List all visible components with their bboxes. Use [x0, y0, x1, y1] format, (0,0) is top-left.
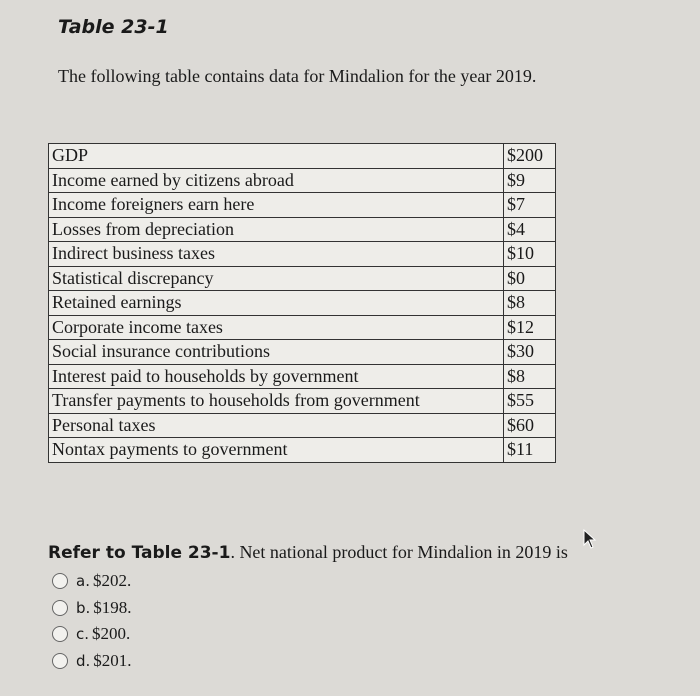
row-label: Losses from depreciation — [49, 217, 504, 242]
answer-options — [52, 568, 132, 674]
question-text — [48, 542, 568, 563]
row-value: $8 — [504, 364, 556, 389]
table-row — [49, 217, 556, 242]
row-label: Income foreigners earn here — [49, 193, 504, 218]
row-value: $12 — [504, 315, 556, 340]
row-label: Nontax payments to government — [49, 438, 504, 463]
row-value: $11 — [504, 438, 556, 463]
table-row — [49, 266, 556, 291]
row-label: Statistical discrepancy — [49, 266, 504, 291]
table-row — [49, 315, 556, 340]
table-row — [49, 242, 556, 267]
table-row — [49, 389, 556, 414]
row-value: $8 — [504, 291, 556, 316]
radio-button[interactable] — [52, 600, 68, 616]
table-row — [49, 364, 556, 389]
option-value: $202. — [92, 571, 132, 591]
row-label: Retained earnings — [49, 291, 504, 316]
radio-button[interactable] — [52, 626, 68, 642]
question-reference: Refer to Table 23-1 — [48, 543, 231, 563]
option-value: $201. — [93, 650, 132, 670]
answer-option-d[interactable] — [52, 648, 132, 675]
answer-option-b[interactable] — [52, 595, 132, 622]
radio-button[interactable] — [52, 653, 68, 669]
table-row — [49, 168, 556, 193]
table-row — [49, 144, 556, 169]
question-body: . Net national product for Mindalion in 2019 is — [230, 542, 568, 562]
option-letter: b. — [76, 598, 91, 617]
option-value: $198. — [93, 597, 132, 617]
option-value: $200. — [92, 624, 131, 644]
row-value: $30 — [504, 340, 556, 365]
row-label: Indirect business taxes — [49, 242, 504, 267]
option-letter: c. — [76, 625, 90, 644]
answer-option-a[interactable] — [52, 568, 132, 595]
option-letter: d. — [76, 651, 91, 670]
row-value: $9 — [504, 168, 556, 193]
row-value: $60 — [504, 413, 556, 438]
radio-button[interactable] — [52, 573, 68, 589]
option-letter: a. — [76, 572, 90, 591]
row-label: GDP — [49, 144, 504, 169]
row-value: $10 — [504, 242, 556, 267]
row-label: Social insurance contributions — [49, 340, 504, 365]
row-label: Interest paid to households by government — [49, 364, 504, 389]
row-value: $200 — [504, 144, 556, 169]
table-title: Table 23-1 — [58, 16, 169, 38]
intro-text: The following table contains data for Mindalion for the year 2019. — [58, 66, 537, 86]
row-label: Personal taxes — [49, 413, 504, 438]
row-value: $7 — [504, 193, 556, 218]
table-row — [49, 438, 556, 463]
table-row — [49, 193, 556, 218]
mouse-cursor-icon — [583, 529, 597, 549]
table-row — [49, 413, 556, 438]
row-label: Transfer payments to households from government — [49, 389, 504, 414]
table-row — [49, 340, 556, 365]
answer-option-c[interactable] — [52, 621, 132, 648]
row-label: Corporate income taxes — [49, 315, 504, 340]
row-value: $55 — [504, 389, 556, 414]
table-row — [49, 291, 556, 316]
data-table — [48, 143, 556, 463]
row-value: $0 — [504, 266, 556, 291]
row-label: Income earned by citizens abroad — [49, 168, 504, 193]
row-value: $4 — [504, 217, 556, 242]
